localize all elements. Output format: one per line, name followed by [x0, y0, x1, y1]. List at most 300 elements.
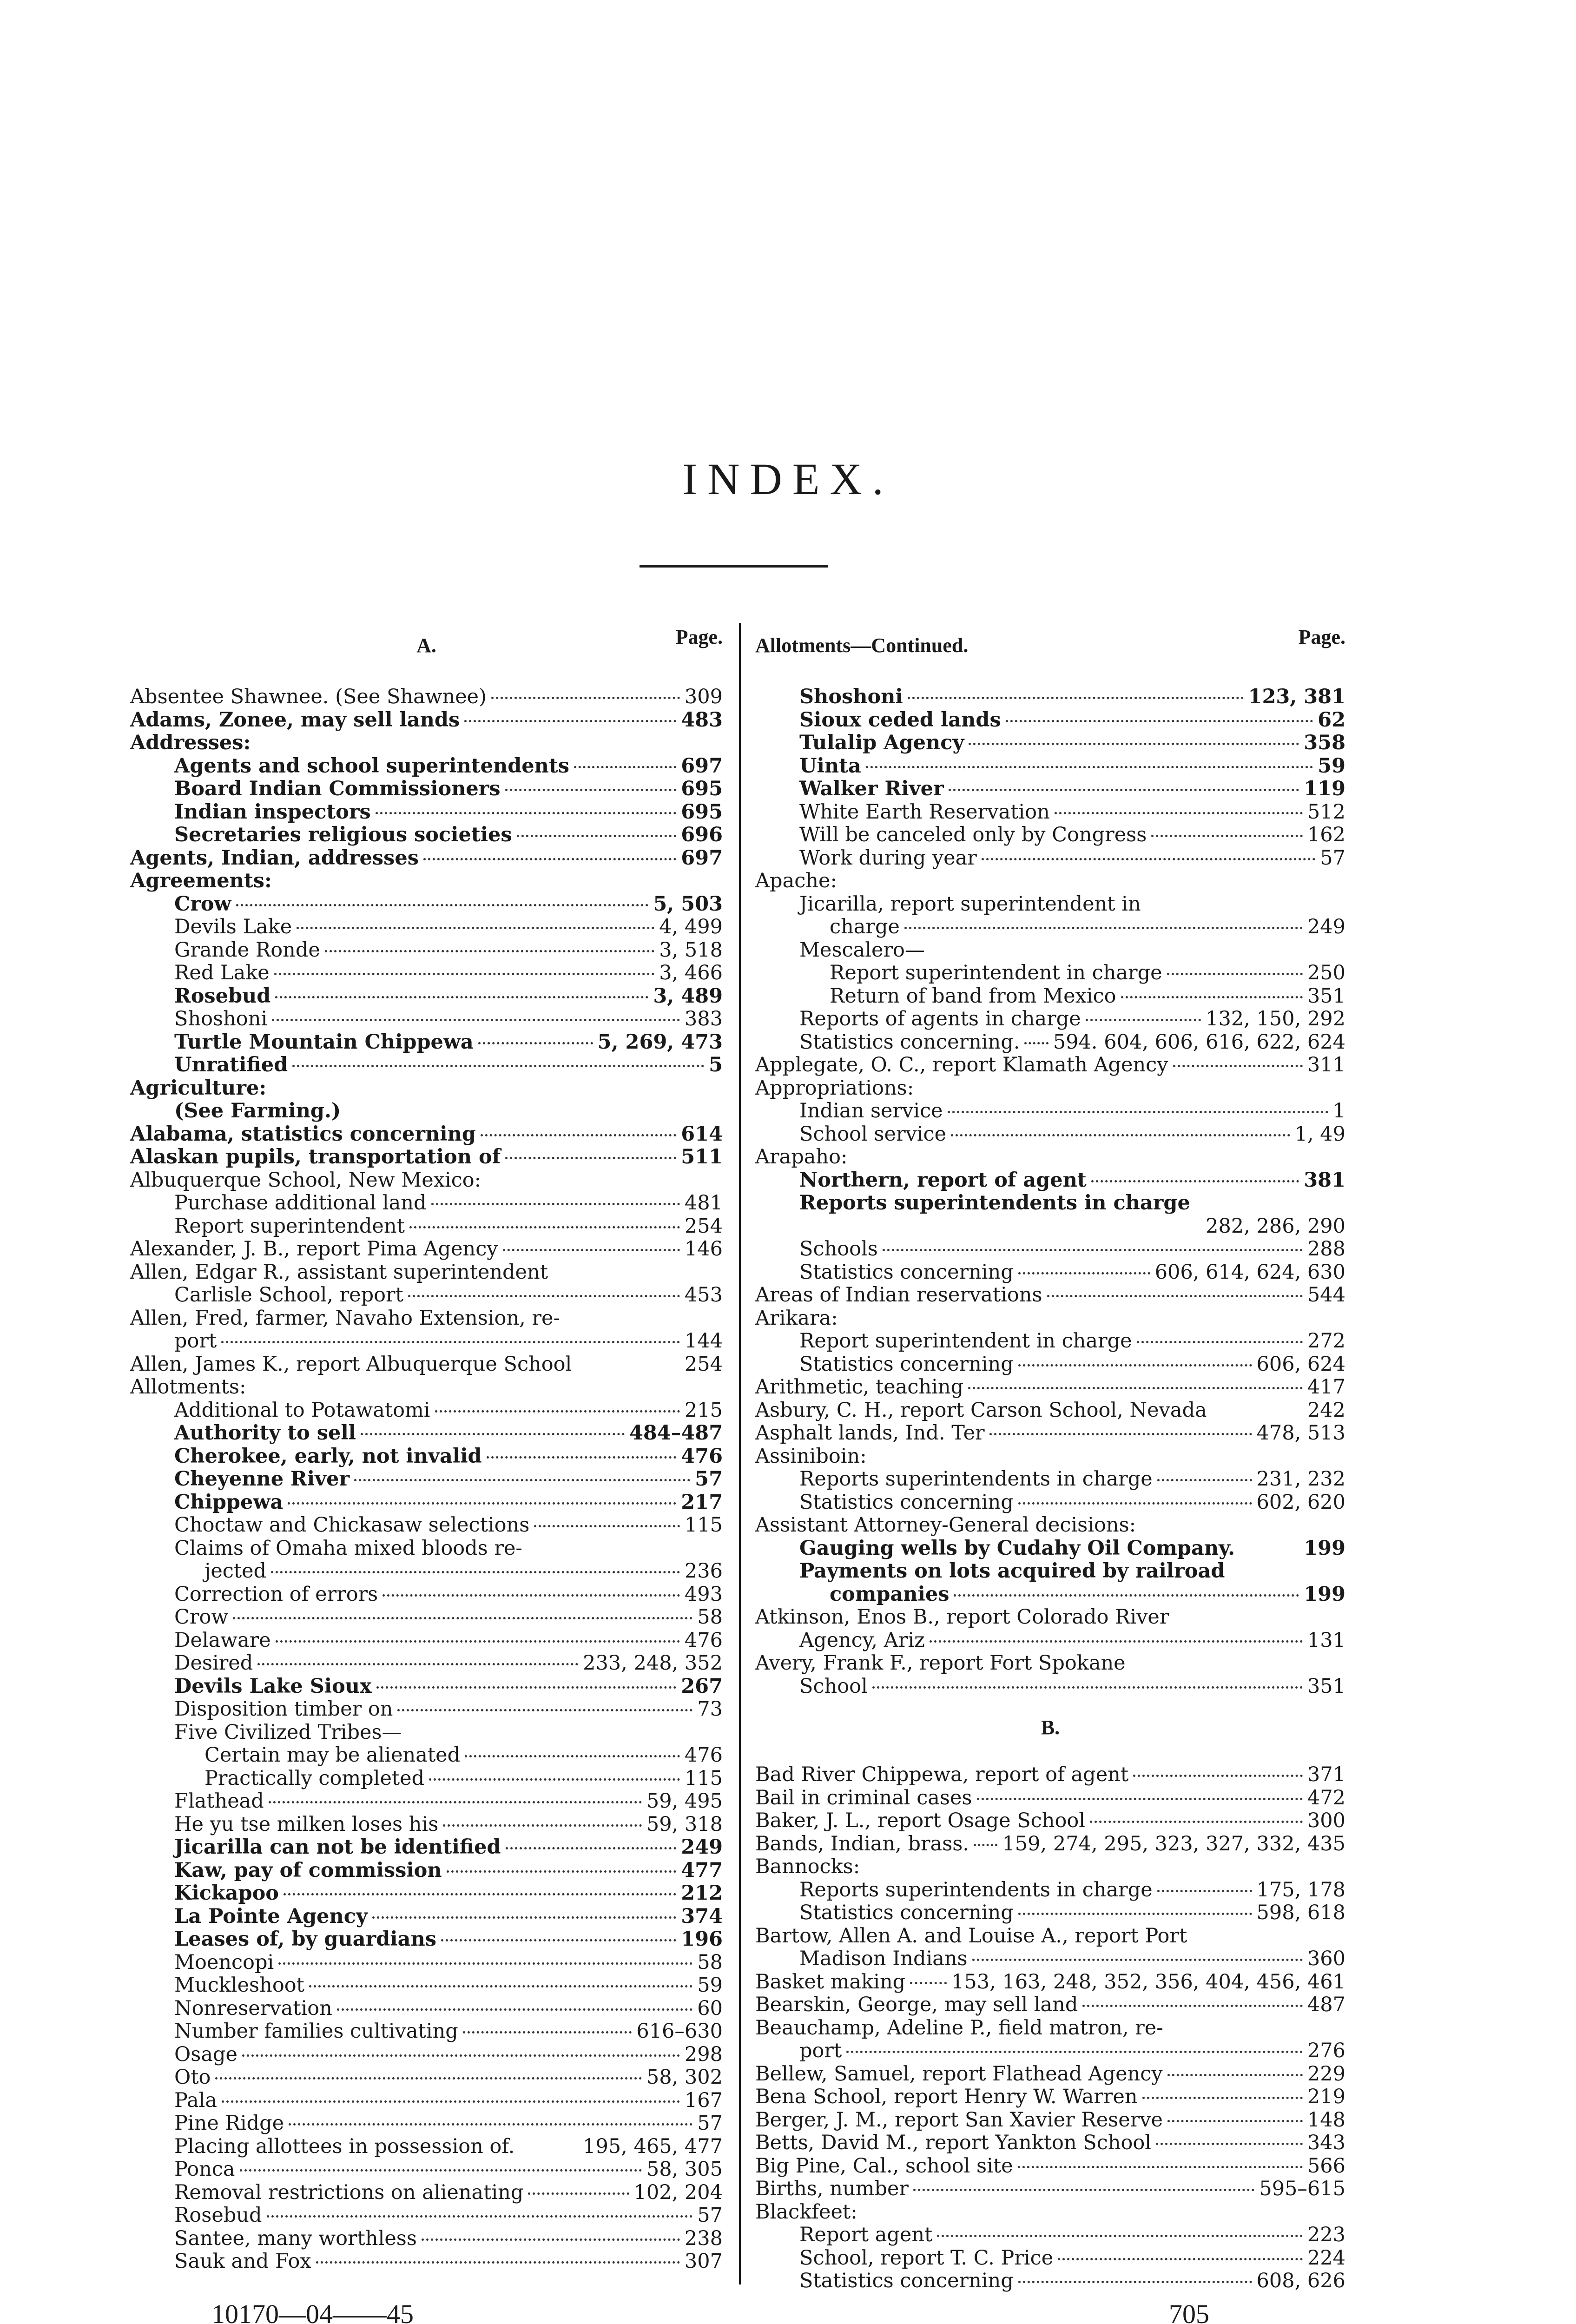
- index-entry-pages: 254: [684, 1352, 723, 1376]
- index-entry-pages: 249: [1307, 915, 1345, 938]
- index-entry: [130, 916, 723, 939]
- index-entry-term: Allen, Fred, farmer, Navaho Extension, re-: [130, 1306, 561, 1330]
- index-entry-pages: 371: [1307, 1763, 1345, 1786]
- index-entry-term: Claims of Omaha mixed bloods re-: [174, 1536, 522, 1560]
- index-entry-term: Absentee Shawnee. (See Shawnee): [130, 685, 487, 708]
- index-entry-pages: 212: [681, 1882, 723, 1905]
- index-entry-term: Report superintendent in charge: [799, 1329, 1132, 1353]
- index-entry: [755, 1994, 1345, 2017]
- dot-leader: [1058, 2258, 1303, 2260]
- dot-leader: [382, 1594, 680, 1597]
- index-entry-pages: 58, 302: [646, 2066, 723, 2089]
- dot-leader: [222, 2100, 680, 2103]
- index-entry-term: Muckleshoot: [174, 1974, 304, 1997]
- index-entry: [130, 1790, 723, 1813]
- dot-leader: [443, 1824, 642, 1827]
- index-entry-pages: 59: [697, 1974, 723, 1997]
- dot-leader: [465, 1755, 680, 1757]
- dot-leader: [574, 766, 676, 768]
- dot-leader: [1167, 2074, 1303, 2076]
- index-entry-term: Devils Lake: [174, 915, 292, 938]
- index-entry-pages: 483: [681, 708, 723, 732]
- index-entry-pages: 608, 626: [1256, 2269, 1345, 2292]
- dot-leader: [337, 2008, 692, 2011]
- dot-leader: [221, 1341, 680, 1343]
- index-entry: [755, 939, 1345, 962]
- index-entry-pages: 512: [1307, 800, 1345, 824]
- index-entry: [130, 2181, 723, 2205]
- index-entry: [130, 1606, 723, 1629]
- index-entry: [130, 1054, 723, 1077]
- index-entry-pages: 153, 163, 248, 352, 356, 404, 456, 461: [951, 1970, 1345, 1994]
- dot-leader: [930, 1640, 1303, 1643]
- dot-leader: [278, 1962, 692, 1965]
- dot-leader: [1024, 1042, 1048, 1044]
- index-entry-pages: 298: [684, 2042, 723, 2066]
- dot-leader: [274, 973, 655, 975]
- index-entry: [130, 1445, 723, 1468]
- index-entry-term: School: [799, 1674, 868, 1698]
- index-entry-term: Statistics concerning: [799, 1352, 1014, 1376]
- index-entry-pages: 242: [1307, 1398, 1345, 1422]
- index-entry: [755, 1833, 1345, 1856]
- index-entry: [130, 1721, 723, 1744]
- dot-leader: [441, 1939, 676, 1941]
- index-entry: [130, 1376, 723, 1399]
- index-entry: [755, 1629, 1345, 1652]
- index-entry-term: Arapaho:: [755, 1145, 848, 1169]
- index-entry: [130, 1422, 723, 1445]
- index-entry: [130, 709, 723, 732]
- index-entry: [755, 732, 1345, 755]
- index-entry-pages: 3, 518: [659, 938, 723, 962]
- index-entry: [755, 1307, 1345, 1330]
- index-entry-pages: 300: [1307, 1809, 1345, 1832]
- dot-leader: [1156, 2143, 1303, 2145]
- index-entry-pages: 5, 269, 473: [597, 1030, 723, 1054]
- dot-leader: [954, 1594, 1299, 1597]
- right-entries-list: [755, 686, 1345, 1698]
- index-entry-pages: 167: [684, 2088, 723, 2112]
- index-entry-pages: 146: [684, 1237, 723, 1261]
- index-entry-term: Payments on lots acquired by railroad: [799, 1559, 1225, 1583]
- index-entry: [130, 1169, 723, 1192]
- dot-leader: [505, 1157, 676, 1159]
- index-entry-term: Nonreservation: [174, 1996, 332, 2020]
- index-entry-pages: 417: [1307, 1375, 1345, 1399]
- index-entry-pages: 307: [684, 2250, 723, 2273]
- index-entry: [130, 962, 723, 985]
- index-entry-term: Berger, J. M., report San Xavier Reserve: [755, 2108, 1163, 2132]
- index-entry: [755, 1948, 1345, 1971]
- index-entry-term: charge: [830, 915, 900, 938]
- dot-leader: [487, 1456, 677, 1459]
- index-entry-pages: 595–615: [1259, 2177, 1345, 2200]
- index-entry-term: Gauging wells by Cudahy Oil Company.: [799, 1536, 1235, 1560]
- left-column-header: [130, 625, 723, 686]
- dot-leader: [910, 1982, 947, 1984]
- index-entry: [130, 1836, 723, 1859]
- index-entry-term: jected: [204, 1559, 267, 1583]
- index-entry-term: Crow: [174, 1605, 229, 1629]
- index-entry-term: Allen, James K., report Albuquerque School: [130, 1352, 572, 1376]
- index-entry: [755, 962, 1345, 985]
- index-entry: [130, 847, 723, 870]
- dot-leader: [1090, 1821, 1303, 1823]
- index-entry-term: Carlisle School, report: [174, 1283, 403, 1307]
- index-entry: [755, 1100, 1345, 1123]
- index-entry-term: Albuquerque School, New Mexico:: [130, 1168, 481, 1192]
- index-entry: [130, 1031, 723, 1054]
- dot-leader: [1018, 1502, 1252, 1505]
- dot-leader: [1167, 973, 1303, 975]
- index-entry-term: Kickapoo: [174, 1882, 279, 1905]
- dot-leader: [431, 1203, 680, 1205]
- index-entry-term: Devils Lake Sioux: [174, 1674, 372, 1698]
- index-entry: [755, 2109, 1345, 2132]
- index-entry: [130, 1399, 723, 1422]
- index-entry: [755, 1491, 1345, 1514]
- index-entry: [130, 1997, 723, 2020]
- index-entry-term: Uinta: [799, 754, 861, 778]
- dot-leader: [276, 1640, 680, 1643]
- index-entry-term: Will be canceled only by Congress: [799, 823, 1147, 846]
- index-entry-pages: 131: [1307, 1628, 1345, 1652]
- dot-leader: [503, 1249, 680, 1251]
- index-entry: [755, 1353, 1345, 1376]
- index-entry-pages: 360: [1307, 1947, 1345, 1970]
- index-entry: [130, 1008, 723, 1031]
- index-entry-term: Apache:: [755, 869, 837, 892]
- index-entry: [130, 870, 723, 893]
- index-entry-pages: 119: [1304, 777, 1345, 800]
- dot-leader: [408, 1295, 680, 1297]
- index-entry-pages: 493: [684, 1582, 723, 1606]
- index-entry-term: Walker River: [799, 777, 944, 800]
- dot-leader: [269, 1801, 642, 1803]
- index-entry: [755, 1445, 1345, 1468]
- index-entry-term: Reports superintendents in charge: [799, 1191, 1190, 1215]
- index-entry-pages: 358: [1304, 731, 1345, 754]
- index-entry: [755, 1675, 1345, 1698]
- dot-leader: [974, 1844, 997, 1846]
- index-entry: [130, 1560, 723, 1583]
- index-entry-term: Applegate, O. C., report Klamath Agency: [755, 1053, 1168, 1076]
- index-entry-pages: 224: [1307, 2246, 1345, 2270]
- left-column: [130, 625, 723, 2273]
- index-entry: [755, 847, 1345, 870]
- index-entry-pages: 159, 274, 295, 323, 327, 332, 435: [1002, 1832, 1345, 1855]
- index-entry-term: Red Lake: [174, 961, 270, 984]
- index-entry: [755, 1192, 1345, 1215]
- index-entry-term: Unratified: [174, 1053, 288, 1076]
- index-entry: [130, 2089, 723, 2113]
- index-entry: [130, 755, 723, 778]
- index-entry-pages: 478, 513: [1256, 1421, 1345, 1445]
- index-entry: [755, 1376, 1345, 1399]
- index-entry-term: School, report T. C. Price: [799, 2246, 1054, 2270]
- dot-leader: [491, 697, 680, 699]
- index-entry-term: Assiniboin:: [755, 1444, 867, 1468]
- index-entry: [755, 1399, 1345, 1422]
- dot-leader: [361, 1433, 625, 1435]
- index-entry-term: Northern, report of agent: [799, 1168, 1087, 1192]
- index-entry-term: Reports superintendents in charge: [799, 1467, 1153, 1491]
- dot-leader: [316, 2261, 680, 2264]
- right-column: [755, 625, 1345, 2293]
- index-entry-term: Agents and school superintendents: [174, 754, 569, 778]
- index-entry-term: Bannocks:: [755, 1855, 860, 1878]
- index-entry-pages: 476: [684, 1628, 723, 1652]
- index-entry-term: Oto: [174, 2066, 211, 2089]
- index-entry-term: Bartow, Allen A. and Louise A., report Port: [755, 1924, 1187, 1948]
- index-entry-pages: 476: [684, 1743, 723, 1767]
- index-entry-term: Disposition timber on: [174, 1697, 393, 1721]
- dot-leader: [447, 1870, 677, 1873]
- index-entry: [755, 1146, 1345, 1169]
- index-entry-term: Certain may be alienated: [204, 1743, 461, 1767]
- index-entry: [130, 778, 723, 801]
- index-entry-term: Shoshoni: [174, 1007, 268, 1030]
- index-entry-pages: 59: [1318, 754, 1345, 778]
- dot-leader: [478, 1042, 593, 1044]
- index-entry-term: Blackfeet:: [755, 2200, 857, 2224]
- index-entry-term: Report agent: [799, 2223, 933, 2246]
- index-entry-pages: 58, 305: [646, 2158, 723, 2181]
- index-entry-term: Five Civilized Tribes—: [174, 1720, 402, 1744]
- dot-leader: [272, 1019, 680, 1021]
- index-entry: [755, 2270, 1345, 2293]
- index-entry: [130, 1123, 723, 1146]
- index-entry-term: Basket making: [755, 1970, 906, 1994]
- index-entry-pages: 544: [1307, 1283, 1345, 1307]
- index-entry: [755, 1215, 1345, 1238]
- index-entry-term: Big Pine, Cal., school site: [755, 2154, 1013, 2178]
- index-entry: [755, 1077, 1345, 1100]
- index-entry: [755, 1514, 1345, 1537]
- index-entry: [755, 1031, 1345, 1054]
- index-entry: [755, 1468, 1345, 1491]
- index-entry-pages: 311: [1307, 1053, 1345, 1076]
- index-entry: [755, 1901, 1345, 1925]
- index-entry-pages: 199: [1304, 1582, 1345, 1606]
- index-entry-term: Reports superintendents in charge: [799, 1878, 1153, 1901]
- dot-leader: [372, 1916, 676, 1919]
- index-entry-term: Grande Ronde: [174, 938, 320, 962]
- dot-leader: [464, 720, 676, 722]
- index-entry: [130, 1353, 723, 1376]
- index-entry: [130, 2204, 723, 2227]
- index-entry-pages: 236: [684, 1559, 723, 1583]
- index-entry: [130, 801, 723, 824]
- index-entry-pages: 696: [681, 823, 723, 846]
- dot-leader: [1086, 1019, 1201, 1021]
- dot-leader: [1151, 835, 1303, 837]
- dot-leader: [1157, 1890, 1252, 1892]
- index-entry-term: Tulalip Agency: [799, 731, 964, 754]
- index-entry: [130, 1882, 723, 1905]
- index-entry-term: Indian inspectors: [174, 800, 371, 824]
- index-entry-term: Cheyenne River: [174, 1467, 350, 1491]
- index-entry: [755, 870, 1345, 893]
- index-entry-term: Delaware: [174, 1628, 271, 1652]
- index-entry-term: Sioux ceded lands: [799, 708, 1001, 732]
- index-entry: [755, 2155, 1345, 2178]
- index-entry-term: Shoshoni: [799, 685, 903, 708]
- index-entry-term: Asphalt lands, Ind. Ter: [755, 1421, 985, 1445]
- index-entry-term: companies: [830, 1582, 950, 1606]
- index-entry: [130, 2250, 723, 2273]
- index-entry: [130, 1675, 723, 1698]
- dot-leader: [972, 1959, 1303, 1961]
- index-entry-term: Bearskin, George, may sell land: [755, 1993, 1078, 2016]
- index-entry-pages: 3, 466: [659, 961, 723, 984]
- dot-leader: [969, 743, 1299, 745]
- index-entry-term: Santee, many worthless: [174, 2226, 417, 2250]
- dot-leader: [534, 1525, 680, 1527]
- index-entry: [755, 1123, 1345, 1146]
- index-entry-term: Beauchamp, Adeline P., field matron, re-: [755, 2016, 1163, 2040]
- dot-leader: [275, 996, 648, 998]
- index-entry: [130, 1767, 723, 1790]
- index-entry: [755, 1537, 1345, 1560]
- dot-leader: [517, 835, 677, 837]
- index-entry-term: port: [174, 1329, 217, 1353]
- index-entry-pages: 566: [1307, 2154, 1345, 2178]
- index-entry-term: Betts, David M., report Yankton School: [755, 2131, 1152, 2154]
- index-entry-term: Indian service: [799, 1099, 943, 1122]
- index-entry-pages: 383: [684, 1007, 723, 1030]
- dot-leader: [288, 1502, 676, 1505]
- index-entry-term: Choctaw and Chickasaw selections: [174, 1513, 530, 1537]
- index-entry: [755, 1787, 1345, 1810]
- index-entry-term: Agents, Indian, addresses: [130, 846, 419, 870]
- index-entry: [130, 1928, 723, 1951]
- index-entry-pages: 381: [1304, 1168, 1345, 1192]
- index-entry-pages: 249: [681, 1835, 723, 1859]
- index-entry-pages: 343: [1307, 2131, 1345, 2154]
- index-entry: [130, 1744, 723, 1767]
- index-entry-pages: 115: [684, 1513, 723, 1537]
- index-entry-pages: 254: [684, 1214, 723, 1238]
- index-entry-pages: 695: [681, 777, 723, 800]
- index-entry: [755, 1560, 1345, 1583]
- dot-leader: [1091, 1180, 1299, 1182]
- index-entry-term: Pine Ridge: [174, 2112, 284, 2135]
- dot-leader: [1133, 1775, 1303, 1777]
- page-column-label: Page.: [675, 626, 723, 648]
- index-entry-pages: 196: [681, 1928, 723, 1951]
- index-entry-pages: 250: [1307, 961, 1345, 984]
- dot-leader: [422, 2238, 680, 2241]
- dot-leader: [1047, 1295, 1303, 1297]
- index-entry-pages: 616–630: [636, 2020, 723, 2043]
- index-entry: [755, 916, 1345, 939]
- index-entry-term: Cherokee, early, not invalid: [174, 1444, 482, 1468]
- dot-leader: [284, 1893, 676, 1895]
- index-entry-pages: 484–487: [629, 1421, 723, 1445]
- index-entry-pages: 602, 620: [1256, 1490, 1345, 1514]
- dot-leader: [242, 2054, 680, 2057]
- index-entry: [130, 1974, 723, 1997]
- index-entry-pages: 199: [1304, 1536, 1345, 1560]
- index-entry: [130, 1468, 723, 1491]
- index-entry-term: Alaskan pupils, transportation of: [130, 1145, 501, 1169]
- index-entry-term: Authority to sell: [174, 1421, 356, 1445]
- index-entry: [130, 2043, 723, 2067]
- dot-leader: [866, 766, 1313, 768]
- dot-leader: [409, 1226, 680, 1228]
- index-entry: [130, 1698, 723, 1721]
- index-entry: [755, 1652, 1345, 1675]
- index-entry-term: He yu tse milken loses his: [174, 1812, 439, 1836]
- index-entry-pages: 276: [1307, 2039, 1345, 2062]
- dot-leader: [913, 2189, 1254, 2191]
- index-entry-term: Correction of errors: [174, 1582, 378, 1606]
- index-entry-term: Statistics concerning: [799, 1490, 1014, 1514]
- index-entry-term: Addresses:: [130, 731, 251, 754]
- index-entry-pages: 229: [1307, 2062, 1345, 2086]
- index-entry: [130, 1629, 723, 1652]
- index-entry: [755, 1763, 1345, 1787]
- dot-leader: [982, 858, 1315, 860]
- index-entry: [130, 824, 723, 847]
- index-entry-pages: 57: [697, 2112, 723, 2135]
- index-entry: [130, 2227, 723, 2251]
- page-number: 705: [1169, 2299, 1209, 2324]
- dot-leader: [1121, 996, 1303, 998]
- page-column-label: Page.: [1298, 626, 1345, 648]
- dot-leader: [872, 1686, 1303, 1689]
- index-entry-term: Moencopi: [174, 1950, 274, 1974]
- index-entry-pages: 144: [684, 1329, 723, 1353]
- index-entry: [130, 2135, 723, 2159]
- index-entry: [755, 893, 1345, 916]
- index-entry-term: Alabama, statistics concerning: [130, 1122, 476, 1146]
- index-entry: [755, 1261, 1345, 1284]
- index-entry: [130, 939, 723, 962]
- index-entry-term: port: [799, 2039, 842, 2062]
- index-entry: [130, 2112, 723, 2135]
- index-entry-pages: 695: [681, 800, 723, 824]
- index-entry-term: Statistics concerning: [799, 1260, 1014, 1284]
- index-entry: [755, 1606, 1345, 1629]
- index-entry: [755, 1855, 1345, 1879]
- index-entry-term: Adams, Zonee, may sell lands: [130, 708, 460, 732]
- index-entry-term: Alexander, J. B., report Pima Agency: [130, 1237, 498, 1261]
- index-entry-pages: 132, 150, 292: [1206, 1007, 1345, 1030]
- dot-leader: [309, 1985, 692, 1987]
- index-entry-term: Births, number: [755, 2177, 909, 2200]
- index-entry-term: Jicarilla can not be identified: [174, 1835, 501, 1859]
- index-entry-term: Number families cultivating: [174, 2020, 458, 2043]
- dot-leader: [904, 927, 1303, 929]
- dot-leader: [977, 1798, 1303, 1800]
- index-entry: [130, 1514, 723, 1537]
- index-entry-term: Assistant Attorney-General decisions:: [755, 1513, 1136, 1537]
- index-entry-pages: 697: [681, 846, 723, 870]
- continued-heading: Allotments—Continued.: [755, 634, 969, 657]
- dot-leader: [968, 1387, 1303, 1389]
- index-entry-term: Arikara:: [755, 1306, 838, 1330]
- dot-leader: [233, 1617, 692, 1619]
- index-entry-pages: 598, 618: [1256, 1901, 1345, 1924]
- dot-leader: [1018, 2166, 1303, 2168]
- index-entry: [755, 1809, 1345, 1833]
- index-entry-pages: 58: [697, 1605, 723, 1629]
- index-entry: [755, 1008, 1345, 1031]
- index-entry-term: Additional to Potawatomi: [174, 1398, 430, 1422]
